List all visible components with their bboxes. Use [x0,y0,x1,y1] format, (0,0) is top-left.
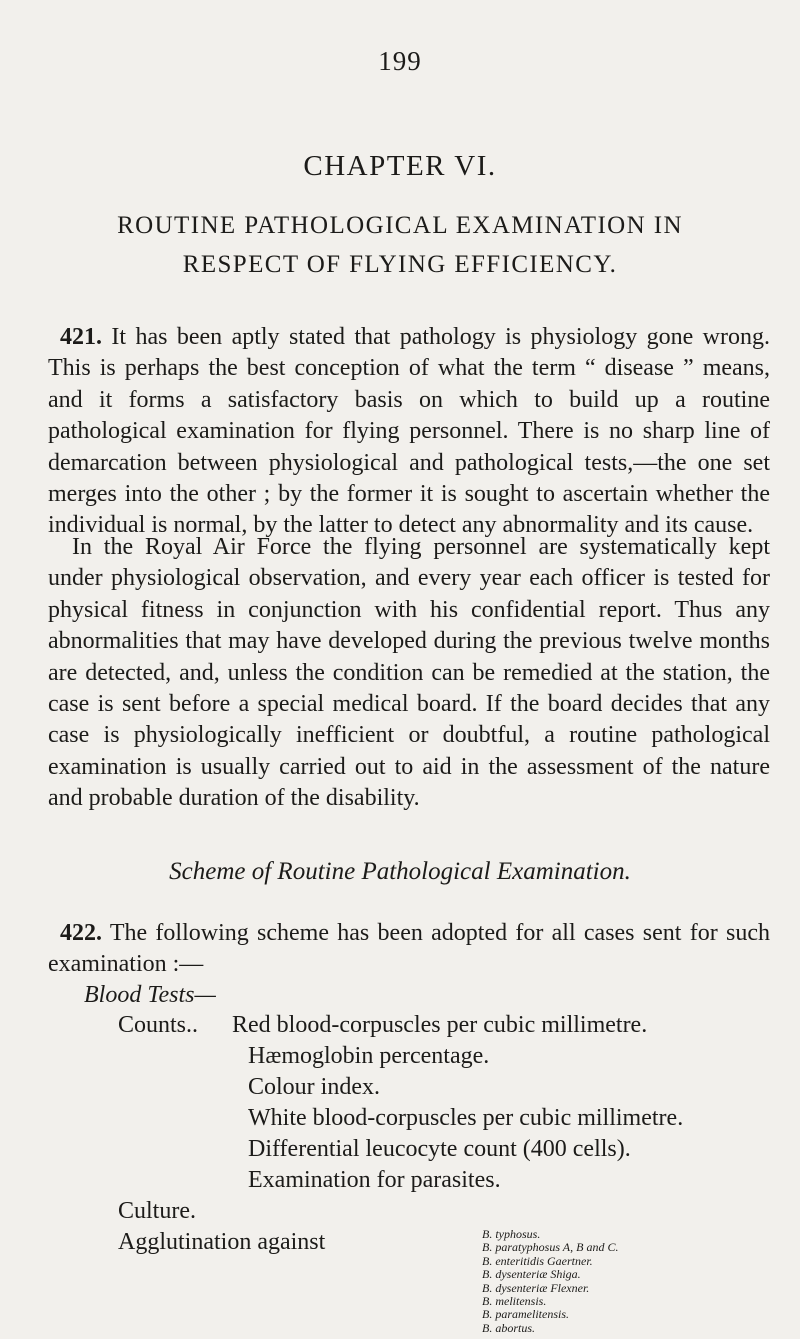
count-item: Red blood-corpuscles per cubic millimetre. [232,1012,648,1038]
bacillus-item: B. paramelitensis. [482,1307,569,1322]
paragraph-text: The following scheme has been adopted for all cases sent for such examination :— [48,920,770,978]
chapter-heading: CHAPTER VI. [303,150,497,182]
count-item: Hæmoglobin percentage. [248,1043,490,1069]
scheme-heading: Scheme of Routine Pathological Examination. [169,858,631,885]
bacillus-item: B. dysenteriæ Shiga. [482,1267,581,1282]
bacillus-item: B. dysenteriæ Flexner. [482,1280,590,1295]
culture-label: Culture. [118,1198,196,1224]
bacillus-item: B. typhosus. [482,1227,541,1241]
chapter-title [0,206,800,284]
blood-tests-heading: Blood Tests— [84,982,216,1008]
count-item: Differential leucocyte count (400 cells). [248,1136,631,1162]
bacillus-item: B. abortus. [482,1320,536,1335]
count-item: Examination for parasites. [248,1167,501,1193]
bacillus-item: B. enteritidis Gaertner. [482,1253,593,1268]
paragraph-422 [48,918,770,981]
paragraph-number: 421. [60,324,102,350]
page-number: 199 [378,46,422,76]
bacillus-item: B. paratyphosus A, B and C. [482,1240,619,1255]
agglutination-label: Agglutination against [118,1229,326,1255]
counts-label: Counts.. [118,1012,199,1038]
paragraph-raf: In the Royal Air Force the flying personnel are systematically kept under physiological observation, and every year each officer is tested for physical fitness in conjunction with his confidential report. Thus any abnormalities that may have developed during the previous twelve months are detected, and, unless the condition can be remedied at the station, the case is sent before a special medical board. If the board decides that any case is physiologically inefficient or doubtful, a routine pathological examination is usually carried out to aid in the assessment of the nature and probable duration of the disability. [48,534,770,812]
count-item: Colour index. [248,1074,380,1100]
chapter-title-line-1: ROUTINE PATHOLOGICAL EXAMINATION IN [117,212,683,239]
count-item: White blood-corpuscles per cubic millimetre. [248,1105,684,1131]
paragraph-421 [48,322,770,542]
paragraph-number: 422. [60,920,102,946]
paragraph-text: It has been aptly stated that pathology is physiology gone wrong. This is perhaps the best conception of what the term “ disease ” means, and it forms a satisfactory basis on which to build up a routine pathological examination for flying personnel. There is no sharp line of demarcation between physiological and pathological tests,—the one set merges into the other ; by the former it is sought to ascertain whether the individual is normal, by the latter to detect any abnormality and its cause. [48,324,771,539]
chapter-title-line-2: RESPECT OF FLYING EFFICIENCY. [182,251,618,278]
bacillus-item: B. melitensis. [482,1294,547,1308]
